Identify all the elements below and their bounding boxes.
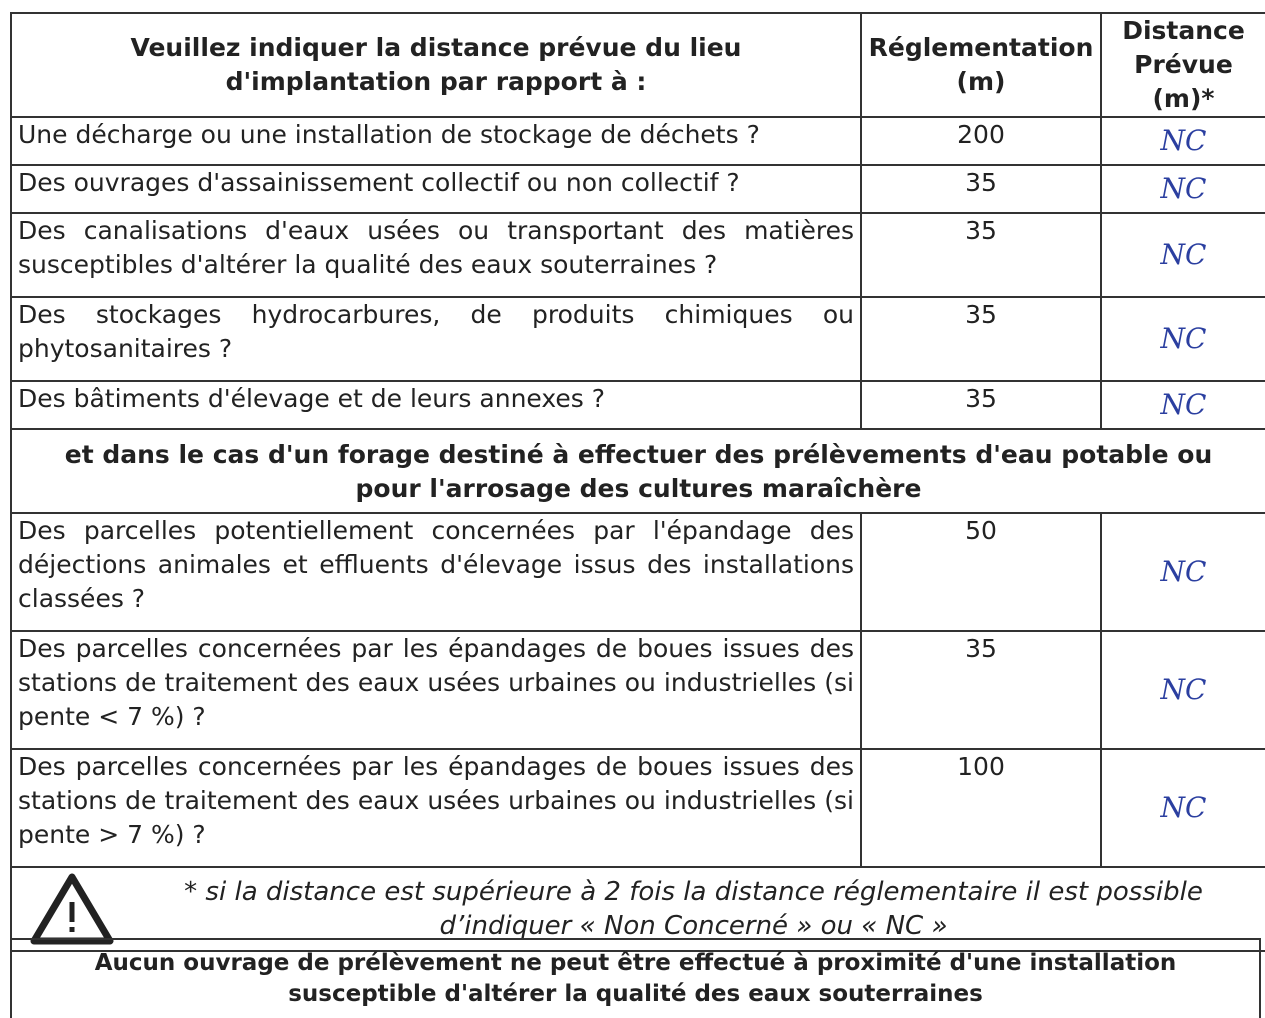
table-row bbox=[11, 749, 1265, 867]
row-reglementation: 35 bbox=[861, 213, 1101, 297]
table-row bbox=[11, 117, 1265, 165]
table-row bbox=[11, 297, 1265, 381]
row-distance-prevue[interactable]: NC bbox=[1101, 165, 1265, 213]
section-title: et dans le cas d'un forage destiné à effectuer des prélèvements d'eau potable ou pour l'arrosage des cultures maraîchère bbox=[11, 429, 1265, 513]
row-question: Des parcelles potentiellement concernées par l'épandage des déjections animales et effluents d'élevage issus des installations classées ? bbox=[11, 513, 861, 631]
row-reglementation: 200 bbox=[861, 117, 1101, 165]
row-reglementation: 35 bbox=[861, 165, 1101, 213]
row-reglementation: 50 bbox=[861, 513, 1101, 631]
row-distance-prevue[interactable]: NC bbox=[1101, 749, 1265, 867]
distance-form bbox=[10, 12, 1265, 952]
row-reglementation: 100 bbox=[861, 749, 1101, 867]
distance-table bbox=[10, 12, 1265, 952]
row-reglementation: 35 bbox=[861, 631, 1101, 749]
row-distance-prevue[interactable]: NC bbox=[1101, 381, 1265, 429]
row-question: Des parcelles concernées par les épandages de boues issues des stations de traitement des eaux usées urbaines ou industrielles (si pente > 7 %) ? bbox=[11, 749, 861, 867]
table-row bbox=[11, 213, 1265, 297]
section-row bbox=[11, 429, 1265, 513]
row-question: Des stockages hydrocarbures, de produits chimiques ou phytosanitaires ? bbox=[11, 297, 861, 381]
header-distance: Distance Prévue (m)* bbox=[1101, 13, 1265, 117]
row-distance-prevue[interactable]: NC bbox=[1101, 213, 1265, 297]
warning-triangle-icon bbox=[12, 872, 132, 946]
table-row bbox=[11, 631, 1265, 749]
row-question: Des canalisations d'eaux usées ou transportant des matières susceptibles d'altérer la qualité des eaux souterraines ? bbox=[11, 213, 861, 297]
table-row bbox=[11, 513, 1265, 631]
row-distance-prevue[interactable]: NC bbox=[1101, 631, 1265, 749]
header-reglementation: Réglementation (m) bbox=[861, 13, 1101, 117]
row-distance-prevue[interactable]: NC bbox=[1101, 513, 1265, 631]
row-question: Des bâtiments d'élevage et de leurs annexes ? bbox=[11, 381, 861, 429]
table-row bbox=[11, 381, 1265, 429]
row-question: Des ouvrages d'assainissement collectif ou non collectif ? bbox=[11, 165, 861, 213]
row-distance-prevue[interactable]: NC bbox=[1101, 297, 1265, 381]
row-reglementation: 35 bbox=[861, 381, 1101, 429]
row-reglementation: 35 bbox=[861, 297, 1101, 381]
table-row bbox=[11, 165, 1265, 213]
header-question: Veuillez indiquer la distance prévue du lieu d'implantation par rapport à : bbox=[11, 13, 861, 117]
row-question: Des parcelles concernées par les épandages de boues issues des stations de traitement des eaux usées urbaines ou industrielles (si pente < 7 %) ? bbox=[11, 631, 861, 749]
note-text: * si la distance est supérieure à 2 fois la distance réglementaire il est possible d’indiquer « Non Concerné » ou « NC » bbox=[184, 877, 1203, 941]
row-distance-prevue[interactable]: NC bbox=[1101, 117, 1265, 165]
row-question: Une décharge ou une installation de stockage de déchets ? bbox=[11, 117, 861, 165]
table-header bbox=[11, 13, 1265, 117]
bottom-notice: Aucun ouvrage de prélèvement ne peut être effectué à proximité d'une installation susceptible d'altérer la qualité des eaux souterraines bbox=[10, 938, 1261, 1018]
